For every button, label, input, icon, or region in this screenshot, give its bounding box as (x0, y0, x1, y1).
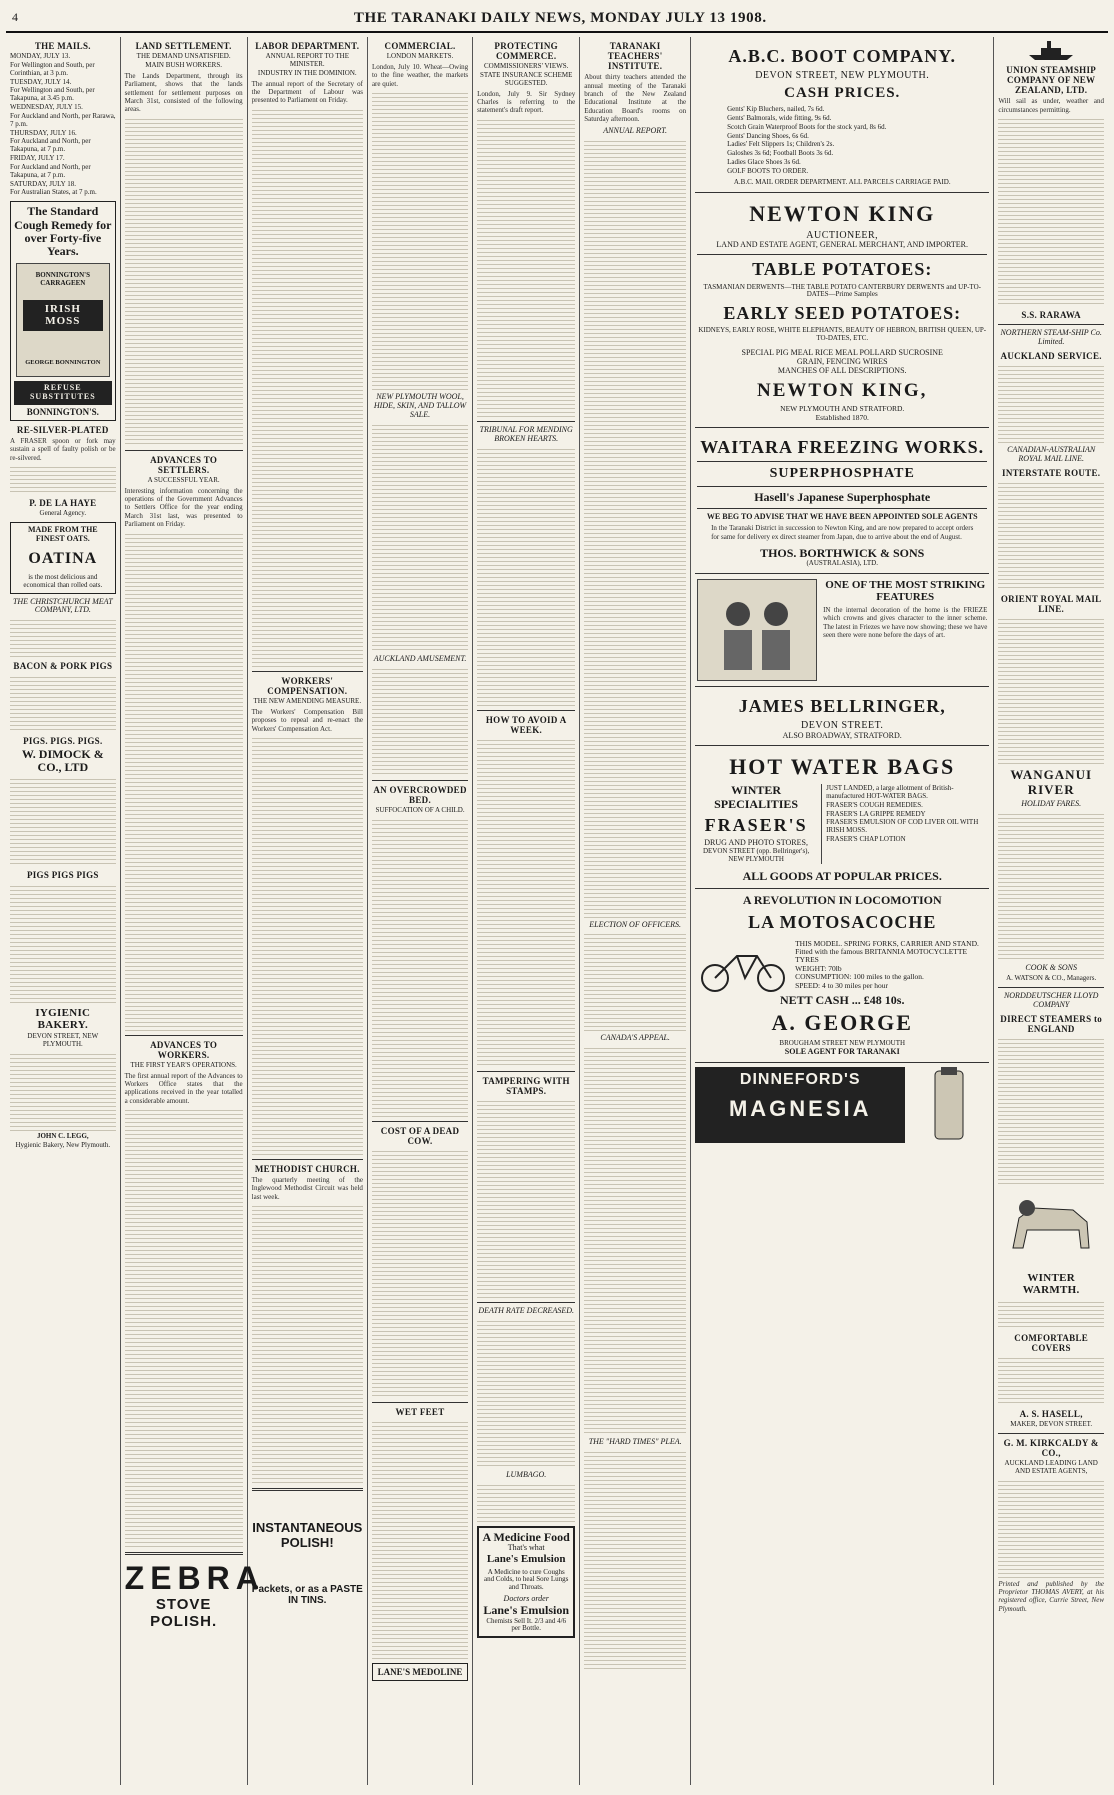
newton-king-ad (695, 193, 989, 428)
nlloyd-title: NORDDEUTSCHER LLOYD COMPANY (1003, 991, 1099, 1009)
lumbago-text (477, 1482, 575, 1522)
hot-water-title: HOT WATER BAGS (729, 754, 956, 780)
labor-body: The annual report of the Secretary of the Department of Labour was presented to Parliament on Friday. (251, 79, 363, 105)
teachers-title: TARANAKI TEACHERS' INSTITUTE. (607, 41, 663, 72)
land-text (125, 116, 243, 446)
labor-sub2: INDUSTRY IN THE DOMINION. (257, 68, 357, 77)
abc-price-item: Galoshes 3s 6d; Football Boots 3s 6d. (727, 149, 834, 158)
canada-text (584, 1045, 686, 1435)
newton-king-title: NEWTON KING (749, 200, 936, 226)
kirkcaldy-text (998, 1478, 1104, 1578)
mail-line: FRIDAY, JULY 17. (10, 154, 65, 163)
medicine-brand2: Lane's Emulsion (483, 1603, 570, 1618)
hot-water-ad (695, 746, 989, 889)
union-text (998, 116, 1104, 306)
newspaper-title: THE TARANAKI DAILY NEWS, MONDAY JULY 13 1908. (353, 9, 767, 26)
protect-text (477, 117, 575, 417)
lahaye-sub: General Agency. (39, 509, 87, 518)
dinnefords-name: DINNEFORD'S (739, 1070, 861, 1088)
mail-line: For Wellington and South, per Corinthian, at 3 p.m. (10, 60, 95, 77)
column-labor (248, 37, 368, 1785)
commercial-body: London, July 10. Wheat—Owing to the fine weather, the markets are quiet. (371, 62, 469, 88)
overcrowd-sub: SUFFOCATION OF A CHILD. (375, 806, 465, 815)
cost-title: COST OF A DEAD COW. (380, 1125, 460, 1146)
irish-moss-bottle-image (16, 263, 110, 377)
magnesia-bottle-icon (909, 1067, 989, 1143)
mail-line: For Wellington and South, per Takapuna, at 3.45 p.m. (10, 86, 95, 103)
winter-warmth-text (998, 1299, 1104, 1329)
bakery-sub: DEVON STREET, NEW PLYMOUTH. (27, 1032, 99, 1048)
lanes-emulsion-ad (477, 1526, 575, 1638)
advances-sub: A SUCCESSFUL YEAR. (147, 475, 220, 484)
fraser-item: JUST LANDED, a large allotment of British-manufactured HOT-WATER BAGS. (826, 784, 954, 800)
waitara-title: WAITARA FREEZING WORKS. (700, 436, 985, 457)
compensation-text (252, 735, 363, 1155)
stamps-text (477, 1098, 575, 1298)
borthwick-name: THOS. BORTHWICK & SONS (760, 545, 925, 560)
irish-moss-label: IRISH MOSS (23, 300, 103, 331)
abc-price-item: Ladies Glace Shoes 3s 6d. (727, 158, 801, 167)
covers-text (998, 1355, 1104, 1405)
seed-potatoes-sub: KIDNEYS, EARLY ROSE, WHITE ELEPHANTS, BEAUTY OF HEBRON, BRITISH QUEEN, UP-TO-DATES, ETC. (698, 326, 987, 343)
bacon-title: BACON & PORK PIGS (13, 661, 113, 672)
report-text (584, 138, 686, 918)
abc-boot-ad (695, 37, 989, 193)
overcrowd-text (372, 817, 468, 1117)
dimock-table (10, 776, 116, 866)
direct-title: DIRECT STEAMERS to ENGLAND (1000, 1013, 1103, 1035)
wanganui-text (998, 811, 1104, 961)
workers-text (125, 1107, 243, 1547)
auckland-service-text (998, 363, 1104, 443)
abc-price-list (697, 106, 987, 176)
canadian-title: CANADIAN-AUSTRALIAN ROYAL MAIL LINE. (1007, 445, 1096, 464)
kirkcaldy-name: G. M. KIRKCALDY & CO., (1003, 1437, 1099, 1458)
bakery-body (10, 1051, 116, 1131)
bonnington-name: BONNINGTON'S. (26, 406, 99, 417)
mail-line: For Auckland and North, per Takapuna, at 7 p.m. (10, 137, 91, 154)
mail-line: TUESDAY, JULY 14. (10, 77, 72, 86)
george-address: BROUGHAM STREET NEW PLYMOUTH (779, 1038, 906, 1047)
bellringer-sub: ALSO BROADWAY, STRATFORD. (782, 730, 902, 740)
george-name: A. GEORGE (771, 1010, 913, 1036)
moto-weight: WEIGHT: 70lb (795, 963, 842, 973)
refuse-substitutes: REFUSE SUBSTITUTES (14, 381, 112, 405)
wet-feet-text (372, 1419, 468, 1659)
bellringer-name-block (695, 687, 989, 746)
methodist-title: METHODIST CHURCH. (254, 1163, 360, 1174)
waitara-ad (695, 428, 989, 574)
pigs2-title: PIGS PIGS PIGS (26, 870, 99, 881)
irish-moss-brand: BONNINGTON'S CARRAGEEN (35, 270, 90, 287)
page-number: 4 (12, 10, 19, 25)
commercial-title: COMMERCIAL. (384, 41, 456, 51)
abc-price-item: Gents' Balmorals, wide fitting, 9s 6d. (727, 113, 832, 122)
election-title: ELECTION OF OFFICERS. (589, 919, 682, 929)
fraser-item: FRASER'S CHAP LOTION (826, 835, 906, 844)
remedy-title: The Standard Cough Remedy for over Forty-five Years. (14, 204, 112, 259)
direct-text (998, 1036, 1104, 1186)
bellringer-address: DEVON STREET. (801, 720, 884, 732)
agents-title: WE BEG TO ADVISE THAT WE HAVE BEEN APPOINTED SOLE AGENTS (706, 512, 978, 522)
mail-line: THURSDAY, JULY 16. (10, 128, 77, 137)
land-sub2: MAIN BUSH WORKERS. (145, 60, 222, 69)
cough-remedy-ad (10, 201, 116, 421)
interstate-text (998, 480, 1104, 590)
abc-cash: CASH PRICES. (784, 85, 901, 102)
mail-line: For Auckland and North, per Takapuna, at 7 p.m. (10, 162, 91, 179)
abc-footer: A.B.C. MAIL ORDER DEPARTMENT. ALL PARCELS CARRIAGE PAID. (733, 177, 951, 186)
interstate-title: INTERSTATE ROUTE. (1002, 467, 1101, 478)
mails-title: THE MAILS. (34, 41, 91, 51)
newton-king-place: NEW PLYMOUTH AND STRATFORD. (780, 404, 905, 414)
decorators-illustration (697, 579, 817, 681)
manches: MANCHES OF ALL DESCRIPTIONS. (777, 365, 907, 375)
lahaye-title: P. DE LA HAYE (29, 498, 97, 509)
bakery-title: IYGIENIC BAKERY. (35, 1006, 91, 1031)
fraser-address: DEVON STREET (opp. Bellringer's), NEW PLYMOUTH (702, 847, 810, 863)
dimock-name: W. DIMOCK & CO., LTD (21, 746, 104, 775)
column-shipping (994, 37, 1108, 1785)
advances-title: ADVANCES TO SETTLERS. (150, 454, 218, 475)
hasell-super: Hasell's Japanese Superphosphate (754, 489, 931, 504)
cook-title: COOK & SONS (1025, 963, 1077, 973)
table-potatoes: TABLE POTATOES: (752, 259, 933, 280)
auckland-service: AUCKLAND SERVICE. (1000, 351, 1102, 361)
masthead (6, 5, 1108, 33)
column-teachers (580, 37, 691, 1785)
meat-title: THE CHRISTCHURCH MEAT COMPANY, LTD. (12, 596, 113, 615)
oatina-sub: is the most delicious and economical than rolled oats. (23, 572, 103, 589)
superphosphate: SUPERPHOSPHATE (769, 466, 915, 482)
union-title: UNION STEAMSHIP COMPANY OF NEW ZEALAND, LTD. (1006, 65, 1097, 96)
silver-text-block (10, 464, 116, 494)
auckland-title: AUCKLAND AMUSEMENT. (373, 653, 467, 663)
oatina-ad (10, 522, 116, 593)
tribunal-title: TRIBUNAL FOR MENDING BROKEN HEARTS. (479, 424, 573, 443)
labor-sub1: ANNUAL REPORT TO THE MINISTER. (265, 52, 349, 68)
avoid-title: HOW TO AVOID A WEEK. (485, 714, 567, 735)
cook-agent: A. WATSON & CO., Managers. (1006, 974, 1097, 983)
abc-address: DEVON STREET, NEW PLYMOUTH. (755, 70, 930, 82)
mails-list (10, 53, 116, 197)
bakery-owner: JOHN C. LEGG, (36, 1131, 89, 1140)
protect-sub1: COMMISSIONERS' VIEWS. (484, 62, 569, 71)
dinnefords-ad (695, 1067, 989, 1143)
abc-title: A.B.C. BOOT COMPANY. (728, 46, 957, 66)
zebra-footer: Packets, or as a PASTE IN TINS. (251, 1584, 363, 1607)
protect-body: London, July 9. Sir Sydney Charles is referring to the statement's draft report. (477, 89, 576, 115)
mail-line: MONDAY, JULY 13. (10, 52, 71, 61)
land-sub1: THE DEMAND UNSATISFIED. (136, 52, 231, 61)
moto-price: NETT CASH ... £48 10s. (779, 992, 905, 1007)
hasell-sub: MAKER, DEVON STREET. (1010, 1419, 1093, 1428)
bellringer-ad (695, 574, 989, 687)
fraser-footer: ALL GOODS AT POPULAR PRICES. (742, 868, 942, 883)
fraser-items (821, 784, 987, 864)
labor-text (252, 107, 363, 667)
motosacoche-ad (695, 889, 989, 1062)
moto-consumption: CONSUMPTION: 100 miles to the gallon. (795, 972, 924, 982)
newton-king-est: Established 1870. (815, 412, 869, 422)
striking-title: ONE OF THE MOST STRIKING FEATURES (825, 579, 986, 604)
rarawa-title: S.S. RARAWA (1021, 310, 1081, 321)
medicine-title: A Medicine Food (482, 1529, 570, 1544)
northern-title: NORTHERN STEAM-SHIP Co. Limited. (1000, 328, 1102, 347)
commercial-sub: LONDON MARKETS. (386, 52, 454, 61)
newton-king-title-2: NEWTON KING, (757, 379, 928, 401)
hardtimes-text (584, 1449, 686, 1669)
newspaper-page (6, 5, 1108, 1785)
bellringer-name: JAMES BELLRINGER, (738, 696, 946, 717)
hardtimes-title: THE "HARD TIMES" PLEA. (588, 1437, 682, 1447)
medicine-brand: Lane's Emulsion (486, 1553, 566, 1566)
zebra-tagline: INSTANTANEOUS POLISH! (252, 1520, 363, 1550)
newton-king-auctioneer: AUCTIONEER, (806, 230, 879, 242)
overcrowd-title: AN OVERCROWDED BED. (373, 784, 467, 805)
pigs2-body (10, 883, 116, 1003)
workers-body: The first annual report of the Advances to Workers Office states that the applications received in the year totalled a considerable amount. (124, 1071, 243, 1105)
imprint: Printed and published by the Proprietor THOMAS AVERY, at his registered office, Currie Street, New Plymouth. (998, 1579, 1104, 1613)
motosacoche-name: LA MOTOSACOCHE (748, 911, 937, 932)
wanganui-title: WANGANUI RIVER (1010, 767, 1093, 797)
borthwick-sub: (AUSTRALASIA), LTD. (806, 559, 878, 568)
seed-potatoes: EARLY SEED POTATOES: (723, 303, 962, 324)
methodist-body: The quarterly meeting of the Inglewood Methodist Circuit was held last week. (251, 1175, 363, 1201)
hasell-name: A. S. HASELL, (1019, 1408, 1083, 1419)
bakery-footer: Hygienic Bakery, New Plymouth. (15, 1140, 111, 1149)
bacon-table (10, 674, 116, 732)
column-mails (6, 37, 121, 1785)
np-sale-text (372, 422, 468, 652)
advances-body: Interesting information concerning the operations of the Government Advances to Settlers Office for the year ending March 31st last, was presented to Parliament on Friday. (124, 486, 243, 529)
pig-meal: SPECIAL PIG MEAL RICE MEAL POLLARD SUCROSINE (741, 347, 943, 357)
death-text (477, 1318, 575, 1468)
medicine-price: Chemists Sell It. 2/3 and 4/6 per Bottle. (486, 1616, 567, 1633)
lumbago-title: LUMBAGO. (506, 1469, 547, 1479)
union-body: Will sail as under, weather and circumstances permitting. (998, 97, 1104, 114)
silver-title: RE-SILVER-PLATED (16, 424, 109, 435)
fraser-item: FRASER'S COUGH REMEDIES. (826, 800, 923, 809)
land-body: The Lands Department, through its Parliament, shows that the lands settlement for settlement purposes on March 31st, consisted of the following areas. (124, 71, 243, 114)
agents-body: In the Taranaki District in succession to Newton King, and are now prepared to accept orders for same for delivery ex direct steamer from Japan, due to arrive about the end of August. (711, 524, 974, 541)
protect-sub2: STATE INSURANCE SCHEME SUGGESTED. (479, 70, 573, 87)
abc-price-item: Gents' Dancing Shoes, 6s 6d. (727, 131, 809, 140)
medicine-body: A Medicine to cure Coughs and Colds, to heal Sore Lungs and Throats. (483, 1567, 569, 1592)
zebra-title: ZEBRA (124, 1560, 265, 1597)
fraser-sub: DRUG AND PHOTO STORES, (704, 838, 808, 848)
fraser-name: FRASER'S (704, 814, 808, 835)
fraser-item: FRASER'S LA GRIPPE REMEDY (826, 809, 926, 818)
abc-price-item: GOLF BOOTS TO ORDER. (727, 166, 809, 175)
abc-price-item: Gents' Kip Bluchers, nailed, 7s 6d. (727, 105, 825, 114)
compensation-title: WORKERS' COMPENSATION. (267, 675, 348, 696)
orient-title: ORIENT ROYAL MAIL LINE. (1000, 594, 1102, 615)
tribunal-text (477, 446, 575, 706)
george-sub: SOLE AGENT FOR TARANAKI (784, 1046, 900, 1056)
grain: GRAIN, FENCING WIRES (796, 356, 888, 366)
newton-king-desc: LAND AND ESTATE AGENT, GENERAL MERCHANT, AND IMPORTER. (716, 240, 969, 250)
death-title: DEATH RATE DECREASED. (478, 1306, 574, 1316)
moto-body: THIS MODEL. SPRING FORKS, CARRIER AND STAND. Fitted with the famous BRITANNIA MOTOCYCLETTE TYRES (795, 938, 979, 965)
election-text (584, 931, 686, 1031)
medicine-order: Doctors order (503, 1594, 549, 1604)
oats-title: MADE FROM THE FINEST OATS. (28, 525, 98, 543)
medicine-sub: That's what (507, 1543, 545, 1553)
wet-feet-title: WET FEET (395, 1407, 445, 1418)
steamship-icon (1027, 39, 1075, 61)
column-land-settlement (121, 37, 265, 1785)
canada-title: CANADA'S APPEAL. (600, 1033, 670, 1043)
zebra-sub: STOVE POLISH. (150, 1596, 218, 1630)
moto-speed: SPEED: 4 to 30 miles per hour (795, 980, 889, 990)
column-commercial (368, 37, 473, 1785)
orient-text (998, 616, 1104, 766)
lanes-medoline: LANE'S MEDOLINE (377, 1667, 463, 1678)
table-potatoes-sub: TASMANIAN DERWENTS—THE TABLE POTATO CANTERBURY DERWENTS and UP-TO-DATES—Prime Samples (703, 282, 981, 299)
column-advertisements (691, 37, 994, 1785)
revolution-title: A REVOLUTION IN LOCOMOTION (742, 893, 942, 908)
motorcycle-icon (697, 936, 789, 994)
avoid-text (477, 737, 575, 1067)
decorators-icon (698, 580, 816, 680)
striking-body: IN the internal decoration of the home is the FRIEZE which crowns and gives character to the inner scheme. The latest in Friezes we have now showing; these we have seen there were none before the days of art. (823, 605, 988, 639)
irish-moss-maker: GEORGE BONNINGTON (25, 358, 101, 366)
abc-price-item: Ladies' Felt Slippers 1s; Children's 2s. (727, 140, 835, 149)
np-sale-title: NEW PLYMOUTH WOOL, HIDE, SKIN, AND TALLOW SALE. (373, 392, 467, 419)
silver-body: A FRASER spoon or fork may sustain a spell of faulty polish or be re-silvered. (10, 436, 116, 462)
labor-title: LABOR DEPARTMENT. (255, 41, 360, 51)
mail-line: SATURDAY, JULY 18. (10, 179, 76, 188)
report-title: ANNUAL REPORT. (603, 125, 668, 135)
compensation-body: The Workers' Compensation Bill proposes to repeal and re-enact the Workers' Compensation Act. (251, 707, 363, 733)
winter-specialities: WINTER SPECIALITIES (714, 783, 799, 811)
advances-text (125, 531, 243, 1031)
land-title: LAND SETTLEMENT. (135, 41, 232, 51)
kirkcaldy-sub: AUCKLAND LEADING LAND AND ESTATE AGENTS, (1004, 1458, 1098, 1475)
methodist-text (252, 1203, 363, 1483)
winter-warmth: WINTER WARMTH. (1022, 1272, 1080, 1297)
holiday-title: HOLIDAY FARES. (1021, 799, 1082, 809)
oatina-name: OATINA (28, 549, 98, 567)
pigs-title: PIGS. PIGS. PIGS. (23, 735, 103, 746)
cost-text (372, 1148, 468, 1398)
lanes-medoline-ad (372, 1663, 468, 1681)
commercial-text (372, 90, 468, 390)
abc-price-item: Scotch Grain Waterproof Boots for the stock yard, 8s 6d. (727, 122, 887, 131)
stamps-title: TAMPERING WITH STAMPS. (482, 1075, 570, 1096)
mail-line: WEDNESDAY, JULY 15. (10, 103, 83, 112)
mail-line: For Australian States, at 7 p.m. (10, 188, 97, 197)
column-protecting-commerce (473, 37, 580, 1785)
mail-line: For Auckland and North, per Rarawa, 7 p.m. (10, 111, 116, 128)
workers-title: ADVANCES TO WORKERS. (150, 1039, 218, 1060)
teachers-body: About thirty teachers attended the annual meeting of the Taranaki branch of the New Zealand Educational Institute at the Education Board's rooms on Saturday afternoon. (584, 73, 687, 124)
comfortable-covers: COMFORTABLE COVERS (1014, 1332, 1089, 1353)
magnesia-name: MAGNESIA (728, 1095, 872, 1121)
meat-body (10, 617, 116, 657)
protect-title: PROTECTING COMMERCE. (494, 41, 558, 62)
workers-sub: THE FIRST YEAR'S OPERATIONS. (130, 1060, 237, 1069)
fraser-item: FRASER'S EMULSION OF COD LIVER OIL WITH IRISH MOSS. (826, 818, 979, 835)
auckland-text (372, 666, 468, 776)
horse-rug-icon (1003, 1188, 1099, 1268)
compensation-sub: THE NEW AMENDING MEASURE. (253, 696, 362, 705)
